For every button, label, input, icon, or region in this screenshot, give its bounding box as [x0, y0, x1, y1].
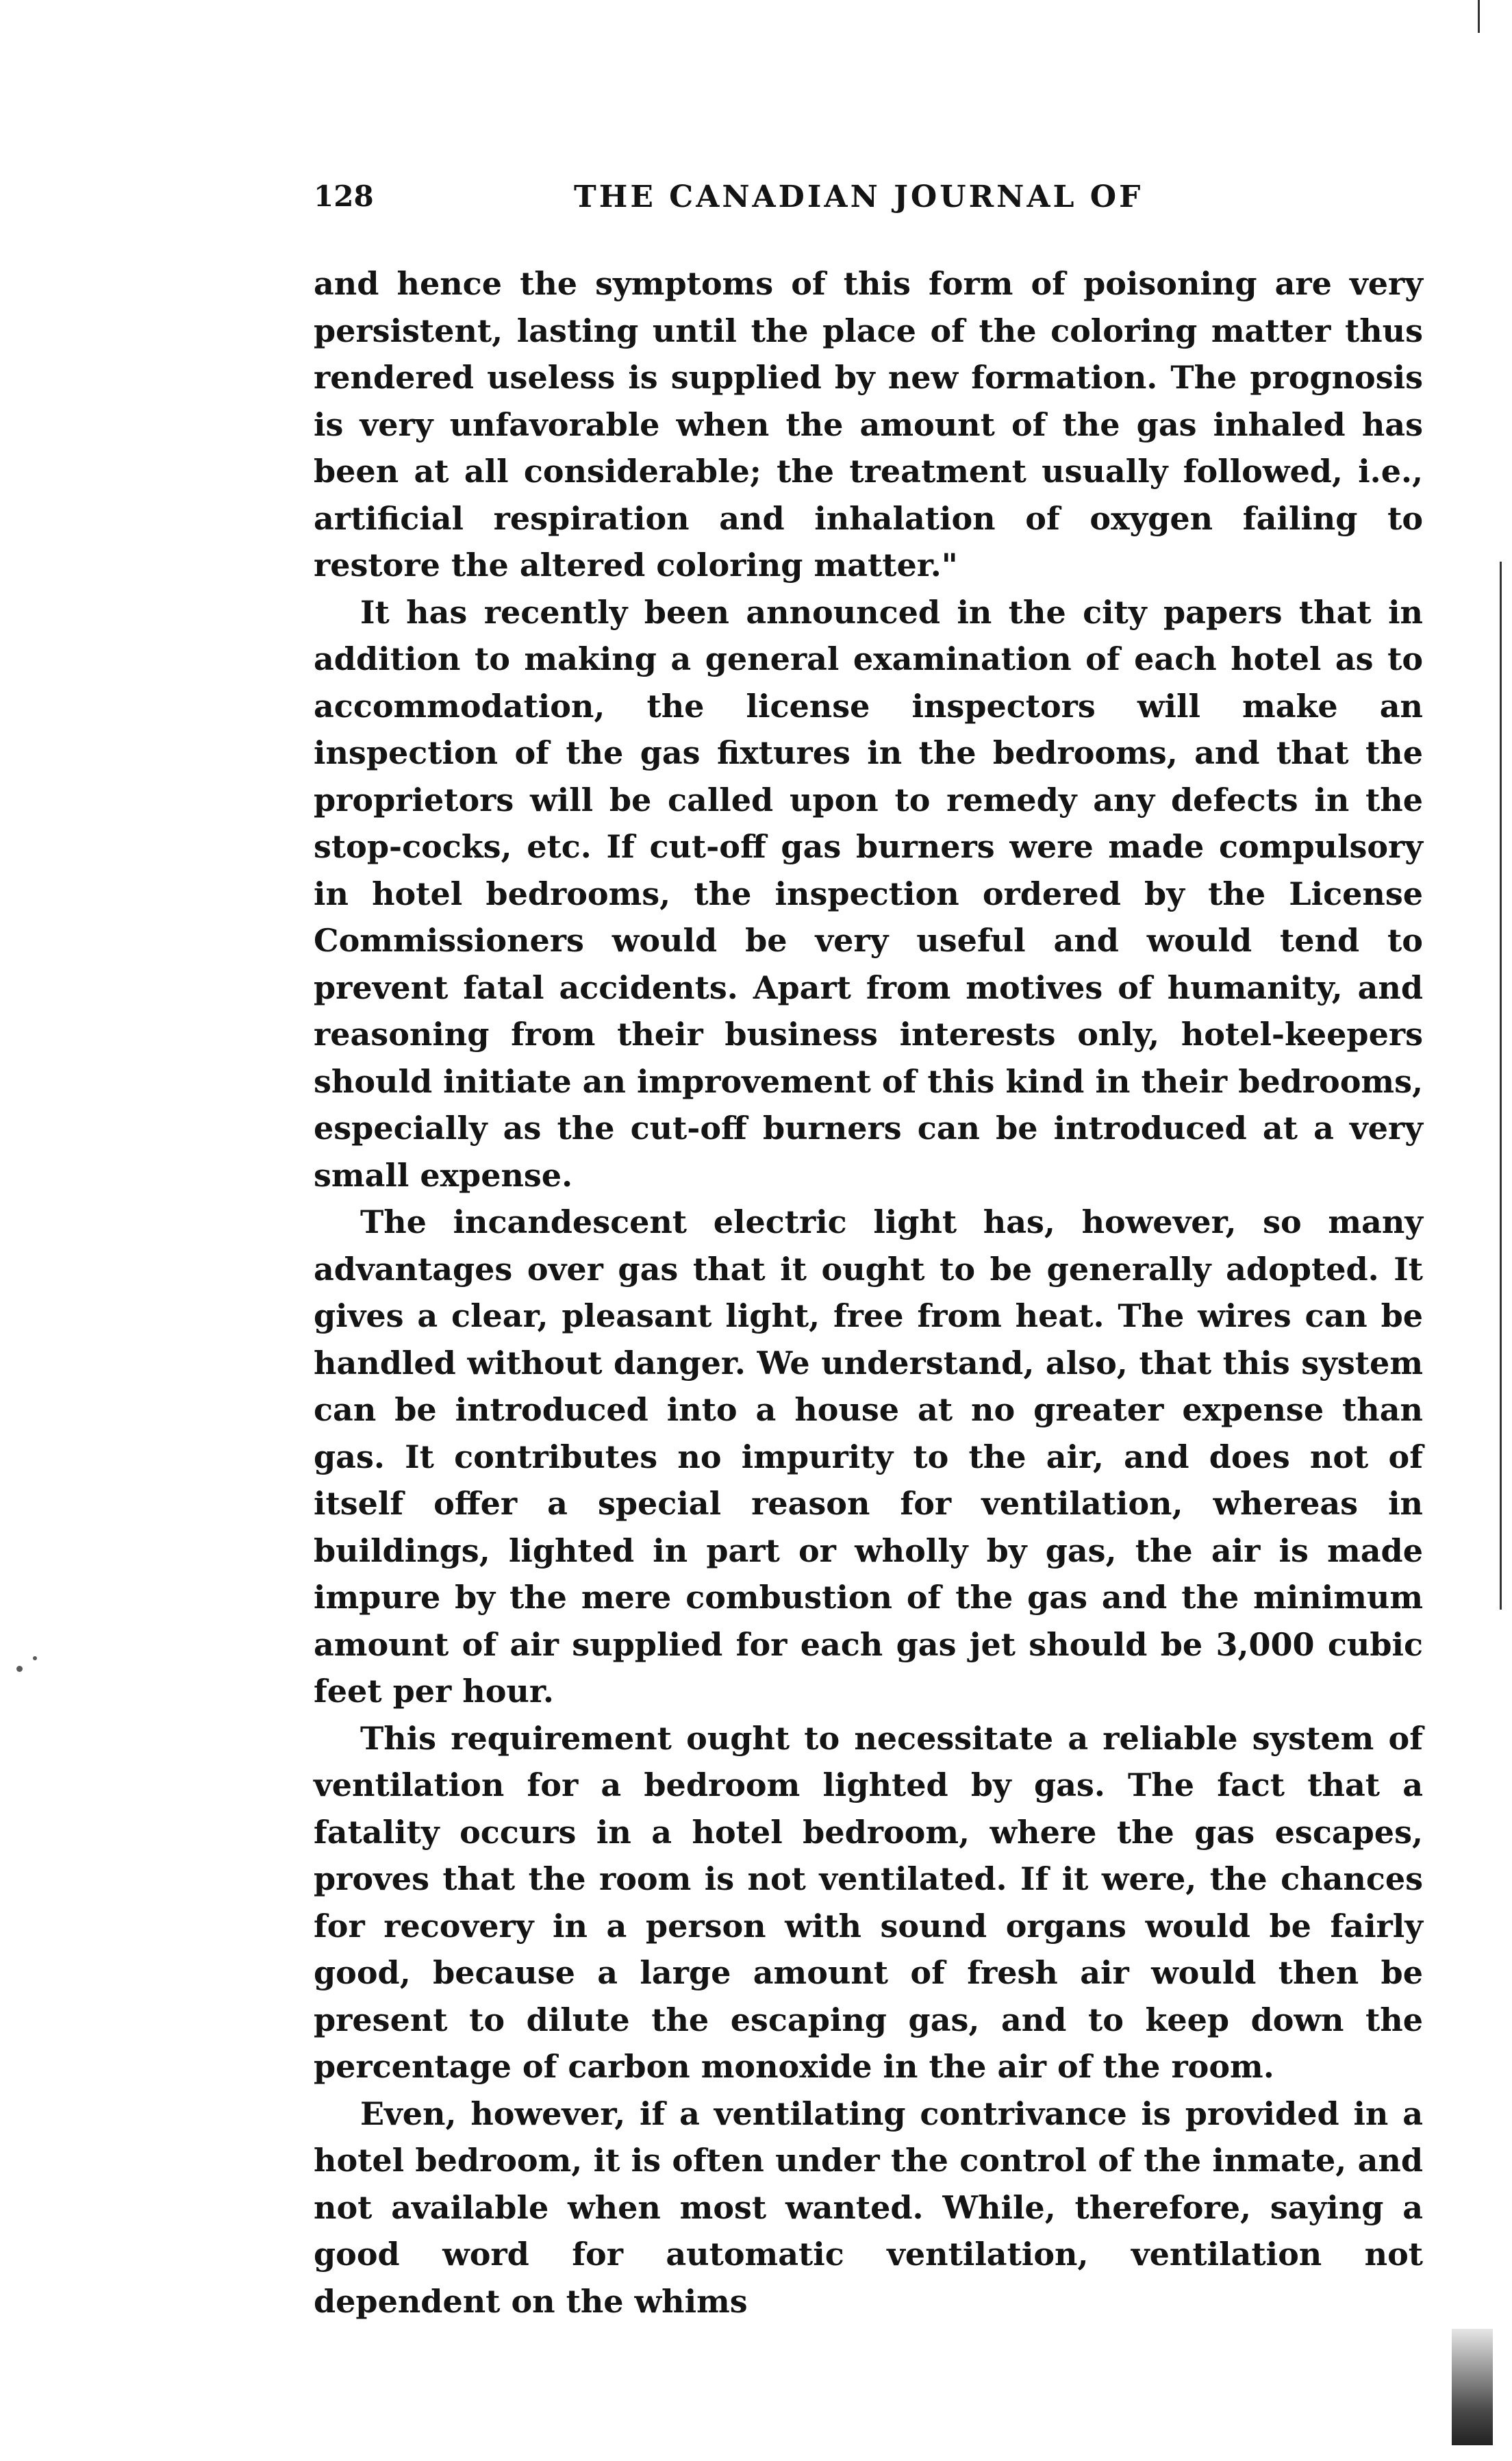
scan-speck-left-2: [33, 1656, 37, 1660]
scan-smudge-bottom-right: [1452, 2329, 1493, 2445]
paragraph-license-inspection: It has recently been announced in the city papers that in addition to making a general examination of each hotel as to accommodation, the license inspectors will make an inspection of the gas fixtures in the bedrooms, and that the proprietors will be called upon to remedy any defects in the stop-cocks, etc. If cut-off gas burners were made compulsory in hotel bedrooms, the inspection ordered by the License Commissioners would be very useful and would tend to prevent fatal accidents. Apart from motives of humanity, and reasoning from their business interests only, hotel-keepers should initiate an improvement of this kind in their bedrooms, especially as the cut-off burners can be introduced at a very small expense.: [314, 593, 1423, 1194]
scan-speck-left: [16, 1666, 23, 1672]
paragraph-electric-light: The incandescent electric light has, however, so many advantages over gas that it ought to be generally adopted. It gives a clear, pleasant light, free from heat. The wires can be handled without danger. We understand, also, that this system can be introduced into a house at no greater expense than gas. It contributes no impurity to the air, and does not of itself offer a special reason for ventilation, whereas in buildings, lighted in part or wholly by gas, the air is made impure by the mere combustion of the gas and the minimum amount of air supplied for each gas jet should be 3,000 cubic feet per hour.: [314, 1203, 1423, 1710]
paragraph-ventilation-requirement: This requirement ought to necessitate a reliable system of ventilation for a bedroom lighted by gas. The fact that a fatality occurs in a hotel bedroom, where the gas escapes, proves that the room is not ventilated. If it were, the chances for recovery in a person with sound organs would be fairly good, because a large amount of fresh air would then be present to dilute the escaping gas, and to keep down the percentage of carbon monoxide in the air of the room.: [314, 1719, 1423, 2085]
scan-edge-mark-top: [1478, 0, 1480, 33]
paragraph-continuation: and hence the symptoms of this form of poisoning are very persistent, lasting until the place of the coloring matter thus rendered useless is supplied by new formation. The prognosis is very unfavorable when the amount of the gas inhaled has been at all considerable; the treatment usually followed, i.e., artificial respiration and inhalation of oxygen failing to restore the altered coloring matter.": [314, 265, 1423, 584]
page-header: [314, 179, 1231, 227]
paragraph-ventilating-contrivance: Even, however, if a ventilating contrivance is provided in a hotel bedroom, it is often under the control of the inmate, and not available when most wanted. While, therefore, saying a good word for automatic ventilation, ventilation not dependent on the whims: [314, 2095, 1423, 2320]
body-text: [314, 260, 1423, 2325]
scan-edge-line-right: [1500, 562, 1502, 1610]
page-number: 128: [314, 179, 374, 213]
running-title: THE CANADIAN JOURNAL OF: [574, 179, 1144, 214]
